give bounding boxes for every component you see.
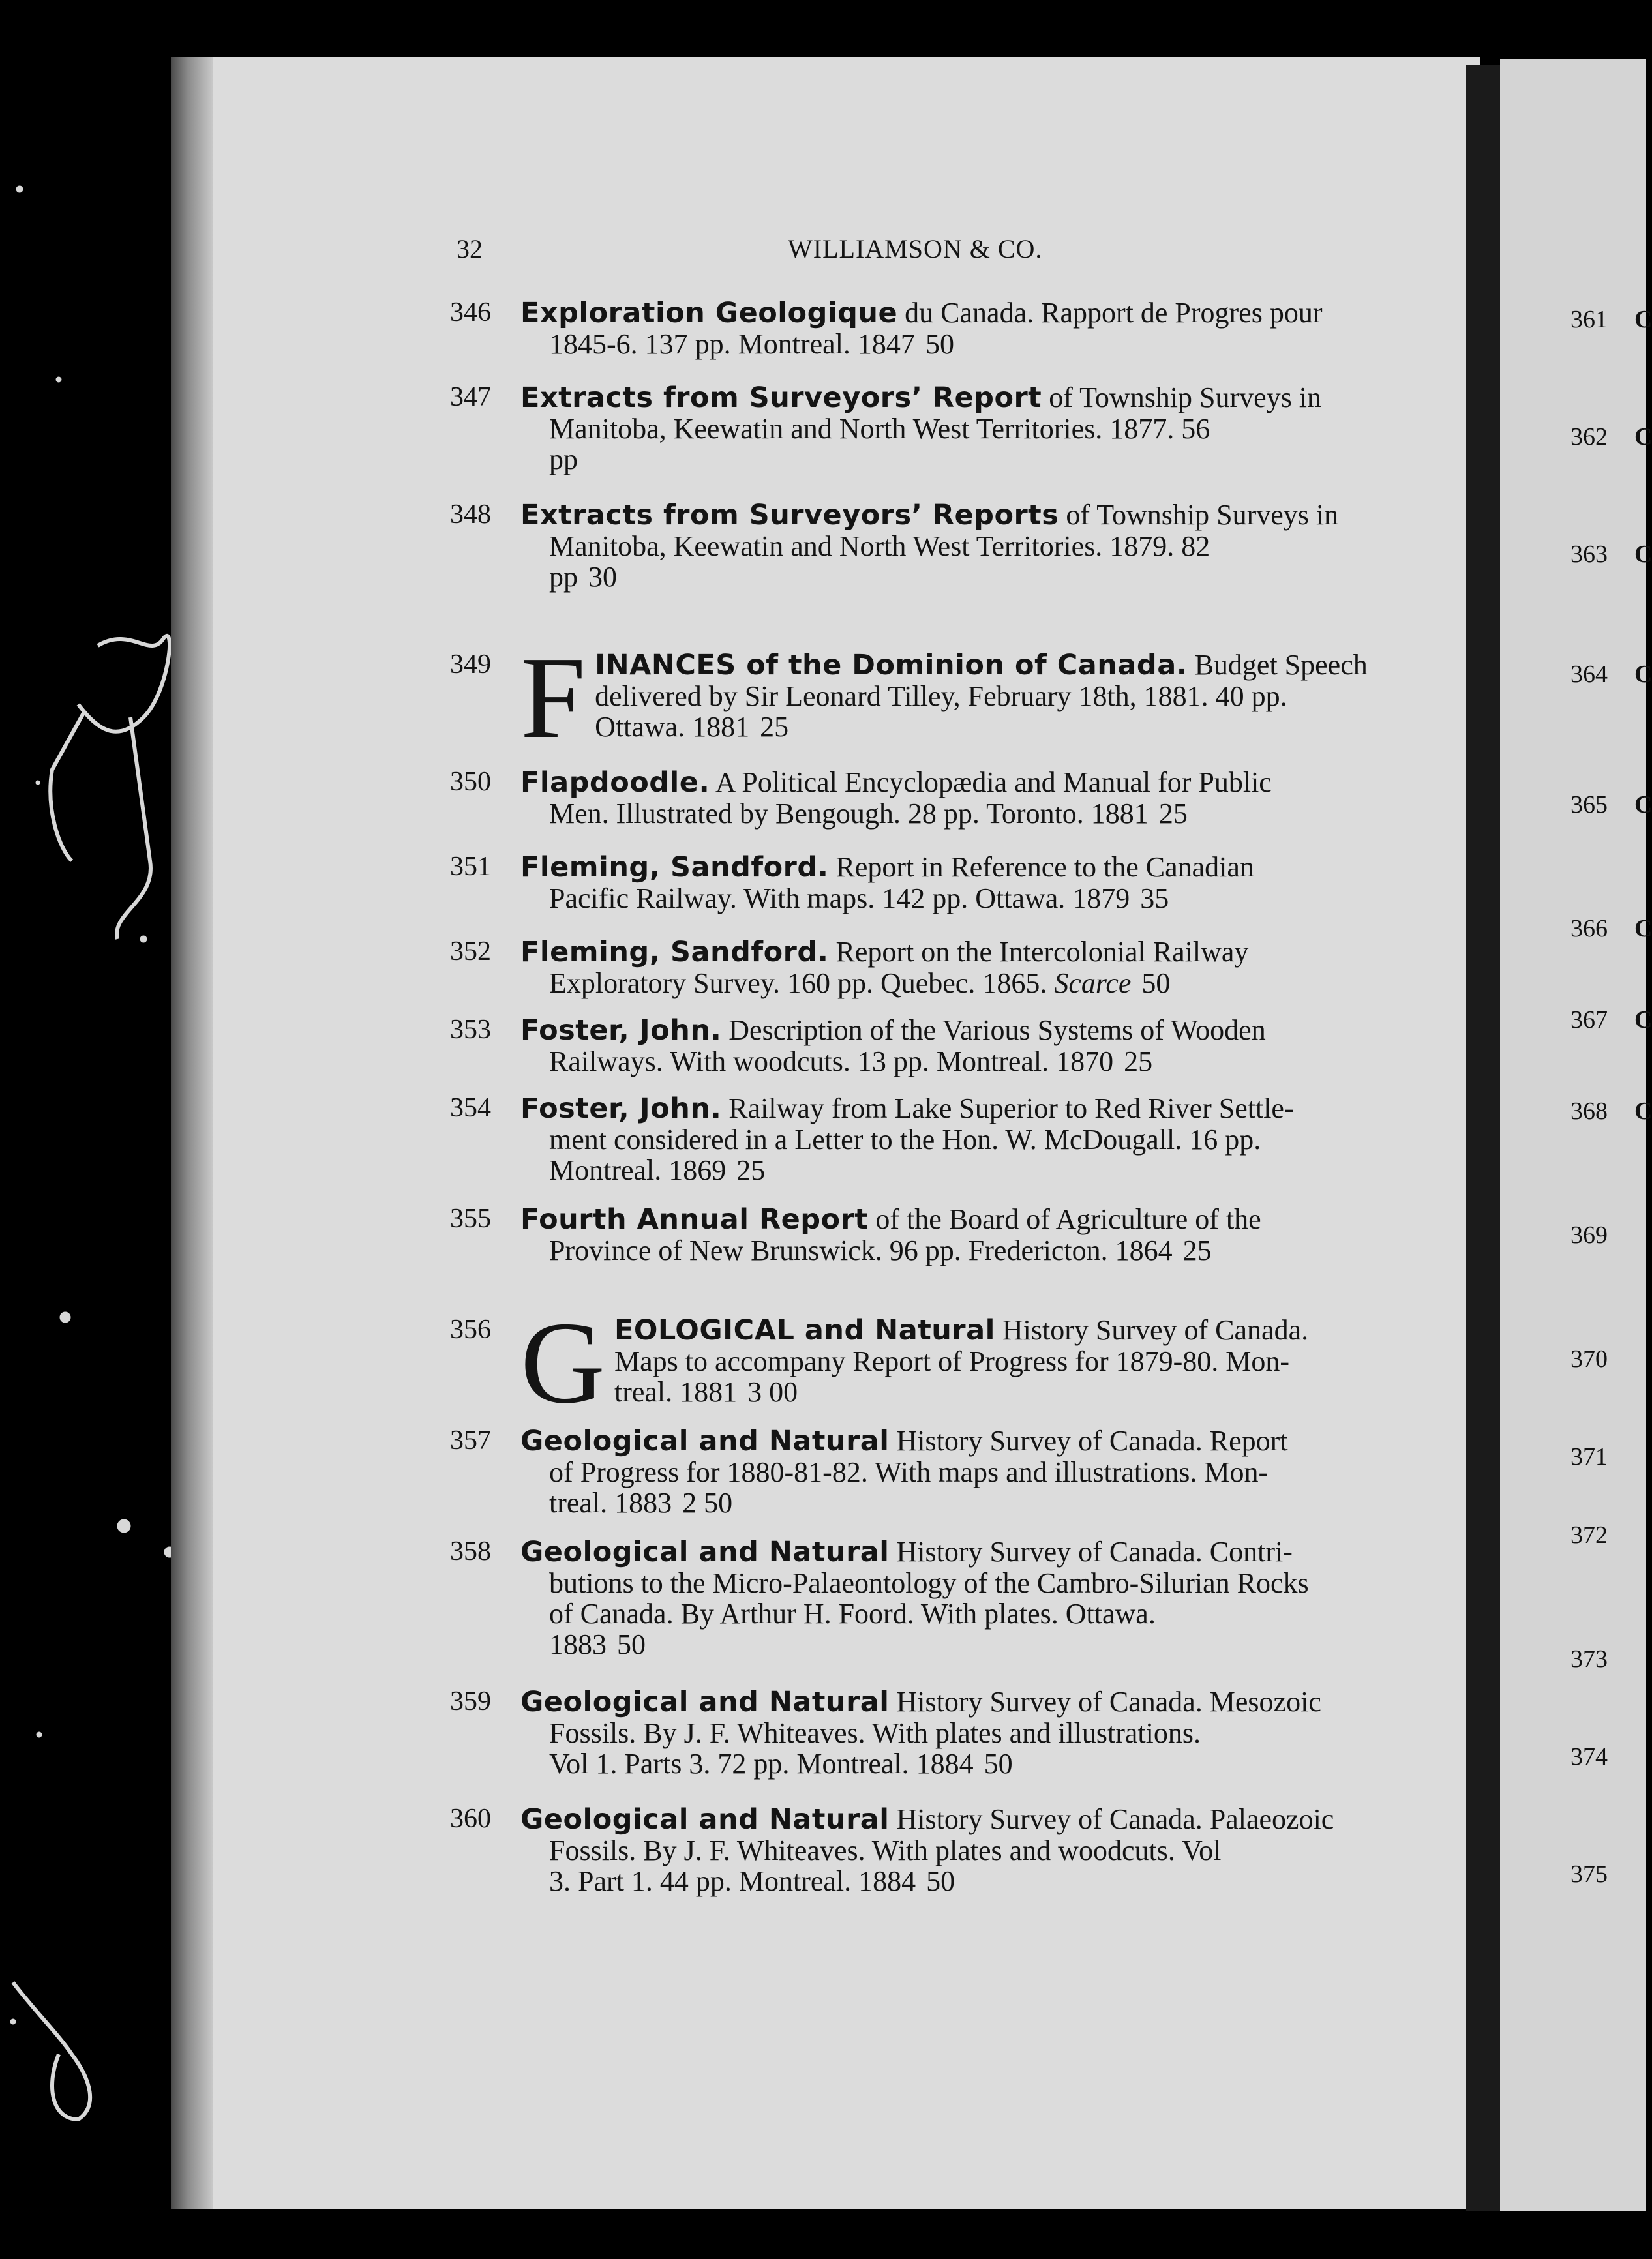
entry-description: History Survey of Canada. Contri- [889,1536,1293,1568]
entry-details: treal. 1881 [614,1376,738,1408]
entry-description: History Survey of Canada. Mesozoic [889,1686,1321,1718]
catalogue-entry [450,500,1402,592]
facing-entry-number: 361 C [1570,306,1652,333]
entry-price: 25 [1124,1045,1153,1077]
entry-price: 50 [1141,967,1171,999]
entry-title: Foster, John. [520,1092,722,1125]
entry-details: Manitoba, Keewatin and North West Territories. 1877. 56 [549,413,1210,445]
facing-entry-number: 371 [1570,1443,1608,1471]
catalogue-entry [450,767,1402,829]
page-number: 32 [457,234,483,263]
entry-title: Exploration Geologique [520,297,898,329]
entry-note: Scarce [1054,967,1132,999]
entry-number: 352 [450,936,491,966]
entry-price: 25 [760,711,789,743]
entry-description: History Survey of Canada. [995,1314,1309,1346]
entry-details: Province of New Brunswick. 96 pp. Fredericton. 1864 [549,1234,1173,1266]
facing-entry-number: 370 [1570,1345,1608,1373]
entry-number: 351 [450,852,491,882]
entry-details: Exploratory Survey. 160 pp. Quebec. 1865. [549,967,1047,999]
entry-price: 25 [1182,1234,1212,1266]
entry-price: 30 [588,561,617,593]
entry-details: 3. Part 1. 44 pp. Montreal. 1884 [549,1865,916,1897]
entry-title: Fleming, Sandford. [520,851,829,884]
catalogue-entry [450,382,1402,475]
entry-details: ment considered in a Letter to the Hon. W. McDougall. 16 pp. [549,1124,1261,1156]
facing-entry-number: 366 C [1570,915,1652,942]
catalogue-entry [450,1093,1402,1186]
facing-page [1500,59,1652,2211]
catalogue-entry [450,936,1402,998]
entry-details: Maps to accompany Report of Progress for 1879-80. Mon- [614,1345,1290,1377]
catalogue-entry [450,1204,1402,1266]
entry-details: treal. 1883 [549,1487,672,1519]
entry-price: 50 [617,1628,646,1660]
catalogue-entry [450,1298,1402,1428]
catalogue-entry [450,852,1402,914]
entry-price: 25 [1158,798,1188,830]
catalogue-entry [450,1536,1402,1660]
entry-number: 353 [450,1015,491,1045]
entry-number: 357 [450,1426,491,1456]
entry-price: 50 [984,1748,1013,1780]
entry-details: 1845-6. 137 pp. Montreal. 1847 [549,328,915,360]
entry-title: Extracts from Surveyors’ Reports [520,499,1059,531]
facing-entry-number: 374 [1570,1743,1608,1771]
entry-title: Foster, John. [520,1014,722,1047]
entry-title: Geological and Natural [520,1536,890,1568]
facing-entry-number: 362 C [1570,423,1652,451]
entry-price: 3 00 [747,1376,798,1408]
entry-number: 350 [450,767,491,797]
entry-details: pp [549,561,578,593]
entry-details: 1883 [549,1628,607,1660]
entry-details: of Canada. By Arthur H. Foord. With plates. Ottawa. [549,1598,1156,1630]
page-gutter-shadow [171,57,213,2209]
entry-description: A Political Encyclopædia and Manual for Public [710,766,1272,798]
entry-details: delivered by Sir Leonard Tilley, February 18th, 1881. 40 pp. [595,680,1287,712]
entry-details: pp [549,443,578,475]
entry-number: 348 [450,500,491,530]
entry-description: Budget Speech [1187,649,1368,681]
catalogue-entry [450,1686,1402,1779]
entry-details: Ottawa. 1881 [595,711,750,743]
entry-details: Men. Illustrated by Bengough. 28 pp. Toronto. 1881 [549,798,1149,830]
entry-description: du Canada. Rapport de Progres pour [897,297,1323,329]
entry-number: 346 [450,297,491,327]
facing-entry-number: 365 C [1570,791,1652,818]
entry-title: Fleming, Sandford. [520,936,829,968]
entry-description: Railway from Lake Superior to Red River Settle- [721,1092,1294,1124]
entry-title: Geological and Natural [520,1686,890,1718]
entry-details: butions to the Micro-Palaeontology of the Cambro-Silurian Rocks [549,1567,1309,1599]
entry-details: Fossils. By J. F. Whiteaves. With plates and woodcuts. Vol [549,1834,1222,1866]
facing-entry-number: 369 [1570,1221,1608,1249]
entry-title: INANCES of the Dominion of Canada. [595,649,1188,681]
entry-details: of Progress for 1880-81-82. With maps and illustrations. Mon- [549,1456,1269,1488]
entry-description: of the Board of Agriculture of the [868,1203,1261,1235]
entry-title: Geological and Natural [520,1425,890,1458]
entry-number: 355 [450,1204,491,1234]
catalogue-entry [450,1426,1402,1518]
catalogue-entry [450,1804,1402,1896]
entry-number: 359 [450,1686,491,1716]
entry-title: Fourth Annual Report [520,1203,869,1236]
entry-details: Manitoba, Keewatin and North West Territories. 1879. 82 [549,530,1210,562]
running-head-title: WILLIAMSON & CO. [788,234,1043,263]
facing-entry-number: 363 C [1570,541,1652,568]
entry-details: Railways. With woodcuts. 13 pp. Montreal. 1870 [549,1045,1114,1077]
drop-capital: G [520,1298,605,1428]
entry-number: 360 [450,1804,491,1834]
entry-number: 354 [450,1093,491,1123]
entry-description: Report in Reference to the Canadian [828,851,1254,883]
entry-description: History Survey of Canada. Palaeozoic [889,1803,1334,1835]
entry-details: Montreal. 1869 [549,1154,727,1186]
facing-entry-number: 367 C [1570,1006,1652,1034]
entry-description: of Township Surveys in [1059,499,1339,531]
entry-description: of Township Surveys in [1042,381,1322,413]
entry-description: History Survey of Canada. Report [889,1425,1288,1457]
entry-details: Pacific Railway. With maps. 142 pp. Ottawa. 1879 [549,882,1130,914]
entry-number: 356 [450,1315,491,1345]
entry-price: 25 [736,1154,766,1186]
catalogue-entry [450,1015,1402,1077]
book-spine [1466,65,1500,2211]
facing-entry-number: 372 [1570,1521,1608,1549]
entry-number: 347 [450,382,491,412]
drop-capital: F [520,633,586,762]
entry-price: 2 50 [682,1487,733,1519]
facing-entry-number: 364 C [1570,661,1652,688]
entry-number: 349 [450,650,491,680]
entry-title: Flapdoodle. [520,766,710,799]
entry-details: Fossils. By J. F. Whiteaves. With plates and illustrations. [549,1717,1201,1749]
entry-price: 50 [925,328,954,360]
facing-entry-number: 368 C [1570,1098,1652,1125]
entry-title: Extracts from Surveyors’ Report [520,381,1042,414]
entry-description: Description of the Various Systems of Wooden [721,1014,1266,1046]
catalogue-entry [450,633,1402,762]
facing-entry-number: 375 [1570,1861,1608,1888]
entry-price: 35 [1140,882,1169,914]
entry-title: Geological and Natural [520,1803,890,1836]
catalogue-entry [450,297,1402,359]
facing-entry-number: 373 [1570,1645,1608,1673]
entry-details: Vol 1. Parts 3. 72 pp. Montreal. 1884 [549,1748,974,1780]
entry-description: Report on the Intercolonial Railway [828,936,1249,968]
entry-number: 358 [450,1536,491,1566]
entry-title: EOLOGICAL and Natural [614,1314,995,1347]
entry-price: 50 [926,1865,955,1897]
